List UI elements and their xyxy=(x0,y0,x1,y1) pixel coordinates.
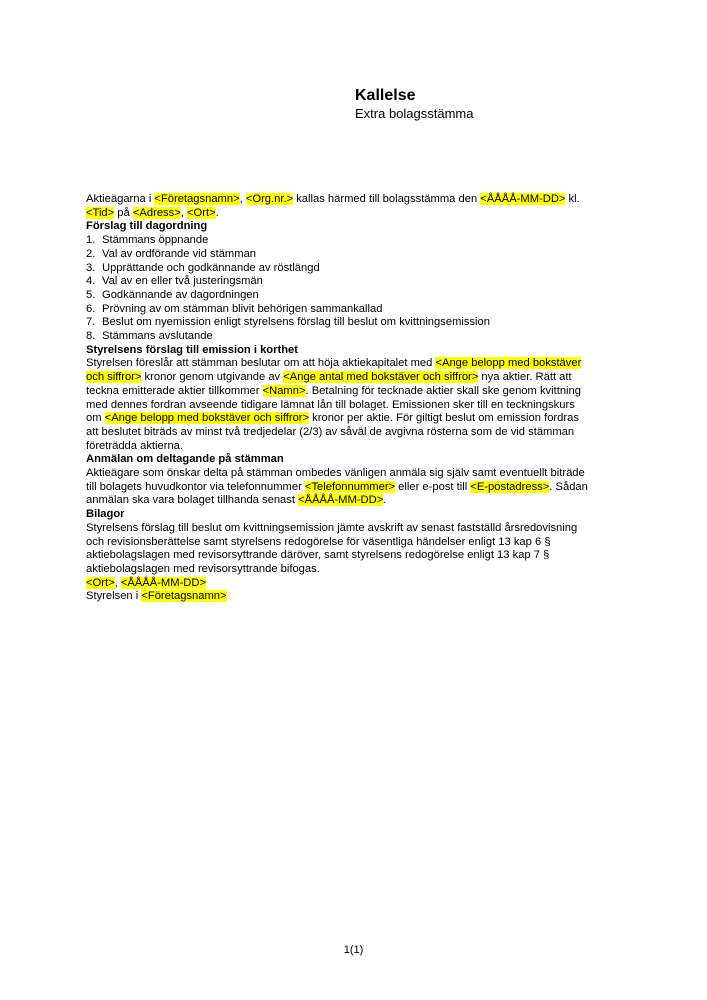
agenda-item-number: 6. xyxy=(86,302,96,315)
agenda-item xyxy=(86,303,626,317)
registration-text: . xyxy=(383,494,387,507)
placeholder-address: <Adress> xyxy=(132,206,181,219)
proposal-text: nya aktier. Rätt att xyxy=(478,371,572,384)
agenda-item xyxy=(86,289,626,303)
placeholder-deadline: <ÅÅÅÅ-MM-DD> xyxy=(298,494,384,507)
signature-text: Styrelsen i xyxy=(86,590,142,603)
agenda-item xyxy=(86,316,626,330)
attachments-paragraph xyxy=(86,522,626,577)
agenda-item-number: 1. xyxy=(86,234,96,247)
agenda-item-number: 2. xyxy=(86,247,96,260)
intro-text: på xyxy=(114,206,133,219)
attachments-text: aktiebolagslagen med revisorsyttrande bifogas. xyxy=(86,562,320,575)
agenda-item-text: Val av ordförande vid stämman xyxy=(102,247,257,260)
registration-text: Aktieägare som önskar delta på stämman ombedes vänligen anmäla sig själv samt eventuellt biträde xyxy=(86,467,585,480)
intro-text: , xyxy=(180,206,187,219)
placeholder-sign-date: <ÅÅÅÅ-MM-DD> xyxy=(120,576,206,589)
registration-text: anmälan ska vara bolaget tillhanda senast xyxy=(86,494,299,507)
signature-text: , xyxy=(114,576,121,589)
document-title: Kallelse xyxy=(355,87,416,104)
placeholder-date: <ÅÅÅÅ-MM-DD> xyxy=(480,193,566,205)
agenda-item-text: Val av en eller två justeringsmän xyxy=(102,275,263,288)
registration-paragraph xyxy=(86,467,626,508)
intro-text: kallas härmed till bolagsstämma den xyxy=(293,193,481,205)
agenda-heading: Förslag till dagordning xyxy=(86,220,208,233)
proposal-text: Styrelsen föreslår att stämman beslutar om att höja aktiekapitalet med xyxy=(86,357,436,370)
placeholder-share-count: <Ange antal med bokstäver och siffror> xyxy=(283,371,479,384)
proposal-text: teckna emitterade aktier tillkommer xyxy=(86,384,263,397)
agenda-item-number: 3. xyxy=(86,261,96,274)
proposal-text: kronor genom utgivande av xyxy=(141,371,284,384)
intro-text: . xyxy=(215,206,219,219)
agenda-item-number: 8. xyxy=(86,330,96,343)
agenda-item-text: Beslut om nyemission enligt styrelsens förslag till beslut om kvittningsemission xyxy=(102,316,490,329)
placeholder-company: <Företagsnamn> xyxy=(154,193,240,205)
agenda-item xyxy=(86,262,626,276)
agenda-item xyxy=(86,330,626,344)
agenda-item xyxy=(86,275,626,289)
placeholder-city: <Ort> xyxy=(186,206,216,219)
proposal-text: . Betalning för tecknade aktier skall ske genom kvittning xyxy=(305,384,581,397)
proposal-text: kronor per aktie. För giltigt beslut om emission fordras xyxy=(309,412,579,425)
registration-text: till bolagets huvudkontor via telefonnummer xyxy=(86,480,305,493)
proposal-text: om xyxy=(86,412,105,425)
registration-heading: Anmälan om deltagande på stämman xyxy=(86,453,284,466)
agenda-item-text: Stämmans öppnande xyxy=(102,234,209,247)
placeholder-name: <Namn> xyxy=(262,384,306,397)
placeholder-sign-company: <Företagsnamn> xyxy=(141,590,227,603)
agenda-item xyxy=(86,248,626,262)
document-body xyxy=(86,193,626,604)
agenda-item-number: 5. xyxy=(86,288,96,301)
attachments-heading: Bilagor xyxy=(86,508,125,521)
agenda-list xyxy=(86,234,626,344)
document-subtitle: Extra bolagsstämma xyxy=(355,106,474,121)
agenda-item-text: Prövning av om stämman blivit behörigen sammankallad xyxy=(102,302,383,315)
registration-text: eller e-post till xyxy=(395,480,471,493)
page-number: 1(1) xyxy=(343,944,364,956)
attachments-text: Styrelsens förslag till beslut om kvittningsemission jämte avskrift av senast fastställd årsredovisning xyxy=(86,521,578,534)
placeholder-phone: <Telefonnummer> xyxy=(304,480,396,493)
signature-board xyxy=(86,590,626,604)
proposal-text: att beslutet biträds av minst två tredjedelar (2/3) av såväl de avgivna rösterna som de vid stämman xyxy=(86,425,575,438)
agenda-item-number: 4. xyxy=(86,275,96,288)
placeholder-amount: <Ange belopp med bokstäver xyxy=(435,357,582,370)
placeholder-email: <E-postadress> xyxy=(470,480,550,493)
agenda-item xyxy=(86,234,626,248)
document-header xyxy=(355,87,474,122)
proposal-text: med dennes fordran avseende tidigare lämnat lån till bolaget. Emissionen sker till en teckningskurs xyxy=(86,398,575,411)
intro-paragraph xyxy=(86,193,626,220)
agenda-item-text: Upprättande och godkännande av röstlängd xyxy=(102,261,320,274)
proposal-heading: Styrelsens förslag till emission i korthet xyxy=(86,343,299,356)
placeholder-price: <Ange belopp med bokstäver och siffror> xyxy=(104,412,310,425)
agenda-item-text: Godkännande av dagordningen xyxy=(102,288,259,301)
placeholder-sign-city: <Ort> xyxy=(86,576,115,589)
intro-text: , xyxy=(239,193,246,205)
proposal-text: företrädda aktierna. xyxy=(86,439,184,452)
placeholder-amount-cont: och siffror> xyxy=(86,371,142,384)
agenda-item-number: 7. xyxy=(86,316,96,329)
intro-text: Aktieägarna i xyxy=(86,193,155,205)
registration-text: . Sådan xyxy=(549,480,588,493)
placeholder-time: <Tid> xyxy=(86,206,115,219)
signature-place-date xyxy=(86,577,626,591)
agenda-item-text: Stämmans avslutande xyxy=(102,330,213,343)
attachments-text: och revisionsberättelse samt styrelsens redogörelse för väsentliga händelser enligt 13 kap 6 § xyxy=(86,535,551,548)
attachments-text: aktiebolagslagen med revisorsyttrande däröver, samt styrelsens redogörelse enligt 13 kap 7 § xyxy=(86,549,550,562)
placeholder-orgnr: <Org.nr.> xyxy=(245,193,294,205)
proposal-paragraph xyxy=(86,357,626,453)
intro-text: kl. xyxy=(565,193,580,205)
